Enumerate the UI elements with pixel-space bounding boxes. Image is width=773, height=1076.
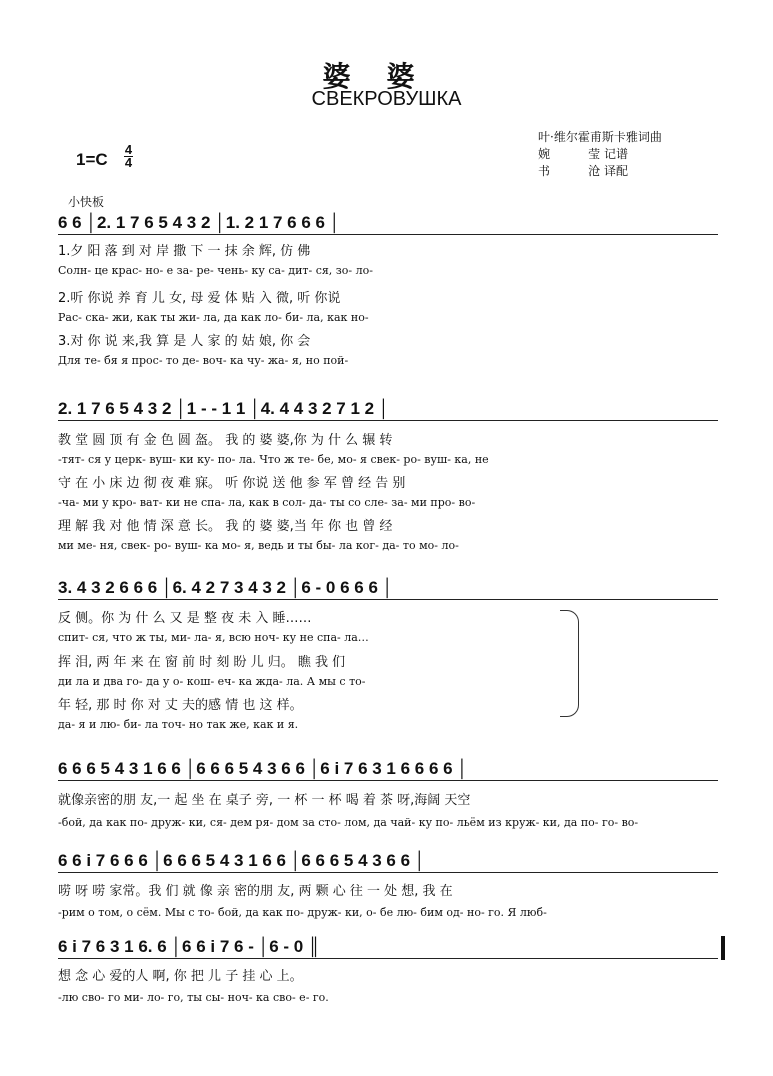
lyric-cn-verse-1: 教 堂 圆 顶 有 金 色 圆 盔。 我 的 婆 婆,你 为 什 么 辗 转 <box>58 433 393 448</box>
lyric-cn-verse-1: 1.夕 阳 落 到 对 岸 撒 下 一 抹 余 辉, 仿 佛 <box>58 244 311 259</box>
time-signature-bottom: 4 <box>124 155 133 170</box>
lyric-ru-verse-3: да- я и лю- би- ла точ- но так же, как и я. <box>58 718 299 731</box>
time-signature <box>124 144 133 169</box>
lyric-ru-verse-2: Рас- ска- жи, как ты жи- ла, да как ло- би- ла, как но- <box>58 311 369 324</box>
lyric-ru-verse-1: спит- ся, что ж ты, ми- ла- я, всю ноч- ку не спа- ла… <box>58 631 369 644</box>
credit-transcription: 婉 莹 记谱 <box>538 147 628 161</box>
lyric-ru-verse-1: Солн- це крас- но- е за- ре- чень- ку са- дит- ся, зо- ло- <box>58 264 373 277</box>
notes-line: 6 6 i 7 6 6 6 │6 6 6 5 4 3 1 6 6 │6 6 6 5 4 3 6 6 │ <box>58 850 718 873</box>
final-barline <box>721 936 725 960</box>
lyric-ru-verse-1: -тят- ся у церк- вуш- ки ку- по- ла. Что ж те- бе, мо- я свек- ро- вуш- ка, не <box>58 453 489 466</box>
lyric-ru-chorus: -лю сво- го ми- ло- го, ты сы- ноч- ка сво- е- го. <box>58 991 329 1004</box>
time-signature-top: 4 <box>124 142 133 157</box>
lyric-cn-verse-2: 2.听 你说 养 育 儿 女, 母 爱 体 贴 入 微, 听 你说 <box>58 291 341 306</box>
lyric-cn-verse-3: 3.对 你 说 来,我 算 是 人 家 的 姑 娘, 你 会 <box>58 334 311 349</box>
lyric-cn-chorus: 唠 呀 唠 家常。我 们 就 像 亲 密的朋 友, 两 颗 心 往 一 处 想, 我 在 <box>58 884 453 899</box>
lyric-cn-verse-3: 理 解 我 对 他 情 深 意 长。 我 的 婆 婆,当 年 你 也 曾 经 <box>58 519 393 534</box>
credit-translation: 书 沧 译配 <box>538 164 628 178</box>
lyric-ru-verse-3: ми ме- ня, свек- ро- вуш- ка мо- я, ведь и ты бы- ла ког- да- то мо- ло- <box>58 539 459 552</box>
notes-line: 6 6 │2. 1 7 6 5 4 3 2 │1. 2 1 7 6 6 6 │ <box>58 212 718 235</box>
lyric-ru-verse-2: ди ла и два го- да у о- кош- еч- ка ждa- ла. А мы с то- <box>58 675 366 688</box>
lyric-cn-verse-2: 挥 泪, 两 年 来 在 窗 前 时 刻 盼 儿 归。 瞧 我 们 <box>58 655 346 670</box>
lyric-cn-verse-3: 年 轻, 那 时 你 对 丈 夫的感 情 也 这 样。 <box>58 698 303 713</box>
song-title-russian: СВЕКРОВУШКА <box>311 88 462 110</box>
lyric-ru-chorus: -бой, да как по- друж- ки, ся- дем ря- дом за сто- лом, да чай- ку по- льём из круж- ки, да по- го- во- <box>58 816 639 829</box>
notes-line: 2. 1 7 6 5 4 3 2 │1 - - 1 1 │4. 4 4 3 2 7 1 2 │ <box>58 398 718 421</box>
key-signature: 1=C <box>76 150 108 169</box>
lyric-cn-chorus: 就像亲密的朋 友,一 起 坐 在 桌子 旁, 一 杯 一 杯 喝 着 茶 呀,海阔 天空 <box>58 793 471 808</box>
lyric-ru-chorus: -рим о том, о сём. Мы с то- бой, да как по- друж- ки, о- бе лю- бим од- но- го. Я люб- <box>58 906 547 919</box>
song-title-chinese: 婆婆 <box>322 60 451 93</box>
notes-line: 3. 4 3 2 6 6 6 │6. 4 2 7 3 4 3 2 │6 - 0 6 6 6 │ <box>58 577 718 600</box>
lyric-cn-verse-1: 反 侧。你 为 什 么 又 是 整 夜 未 入 睡…… <box>58 611 312 626</box>
verse-brace <box>560 610 579 717</box>
tempo-marking: 小快板 <box>68 195 105 209</box>
lyric-cn-chorus: 想 念 心 爱的人 啊, 你 把 儿 子 挂 心 上。 <box>58 969 303 984</box>
lyric-ru-verse-2: -ча- ми у кро- ват- ки не спа- ла, как в сол- да- ты со сле- за- ми про- во- <box>58 496 476 509</box>
credit-lyrics-music: 叶·维尔霍甫斯卡雅词曲 <box>538 130 662 144</box>
notes-line: 6 i 7 6 3 1 6. 6 │6 6 i 7 6 - │6 - 0 ║ <box>58 936 718 959</box>
lyric-ru-verse-3: Для те- бя я прос- то де- воч- ка чу- жа- я, но пой- <box>58 354 349 367</box>
notes-line: 6 6 6 5 4 3 1 6 6 │6 6 6 5 4 3 6 6 │6 i 7 6 3 1 6 6 6 6 │ <box>58 758 718 781</box>
lyric-cn-verse-2: 守 在 小 床 边 彻 夜 难 寐。 听 你说 送 他 参 军 曾 经 告 别 <box>58 476 406 491</box>
